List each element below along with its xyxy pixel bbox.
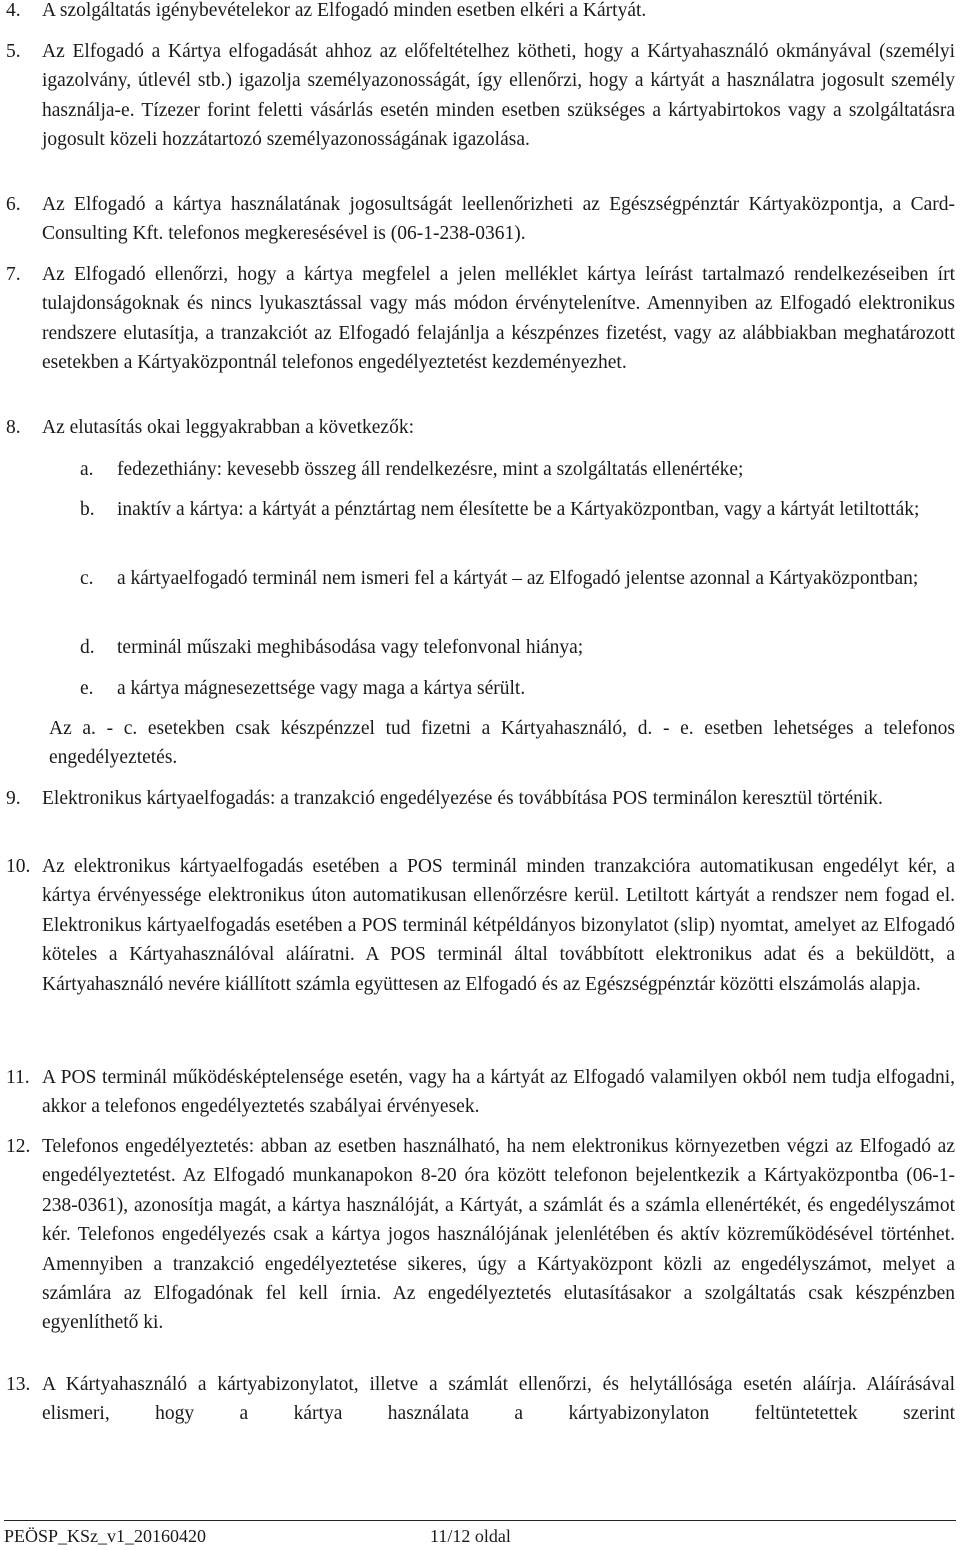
reason-item-d	[0, 633, 955, 662]
list-number: 5.	[6, 41, 21, 62]
list-number: 4.	[6, 0, 21, 21]
reason-text: inaktív a kártya: a kártyát a pénztártag nem élesítette be a Kártyaközpontban, vagy a kártyát letiltották;	[117, 499, 920, 520]
reason-item-c	[0, 564, 955, 593]
reason-letter: a.	[80, 459, 94, 480]
list-text: Elektronikus kártyaelfogadás: a tranzakció engedélyezése és továbbítása POS terminálon keresztül történik.	[42, 788, 883, 809]
list-item-9	[0, 784, 955, 813]
list-text: Az elektronikus kártyaelfogadás esetében a POS terminál minden tranzakcióra automatikusan engedélyt kér, a kártya érvényessége elektronikus úton automatikusan ellenőrzésre kerül. Letiltott kártyát a rendszer nem fogad el. Elektronikus kártyaelfogadás esetében a POS terminál kétpéldányos bizonylatot (slip) nyomtat, amelyet az Elfogadó köteles a Kártyahasználóval aláíratni. A POS terminál által továbbított elektronikus adat és a beküldött, a Kártyahasználó nevére kiállított számla együttesen az Elfogadó és az Egészségpénztár közötti elszámolás alapja.	[42, 856, 955, 995]
reason-text: terminál műszaki meghibásodása vagy telefonvonal hiánya;	[117, 637, 584, 658]
list-text: Az Elfogadó a Kártya elfogadását ahhoz az előfeltételhez kötheti, hogy a Kártyahasználó okmányával (személyi igazolvány, útlevél stb.) igazolja személyazonosságát, így ellenőrzi, hogy a kártyát a használatra jogosult személy használja-e. Tízezer forint feletti vásárlás esetén minden esetben szükséges a kártyabirtokos vagy a szolgáltatásra jogosult közeli hozzátartozó személyazonosságának igazolása.	[42, 41, 955, 151]
list-number: 9.	[6, 788, 21, 809]
list-number: 13.	[6, 1374, 31, 1395]
list-item-11	[0, 1063, 955, 1122]
list-item-8	[0, 413, 955, 442]
list-text: A Kártyahasználó a kártyabizonylatot, illetve a számlát ellenőrzi, és helytállósága esetén aláírja. Aláírásával elismeri, hogy a kártya használata a kártyabizonylaton feltüntetettek szerint	[42, 1374, 955, 1425]
list-text: Az Elfogadó ellenőrzi, hogy a kártya megfelel a jelen melléklet kártya leírást tartalmazó rendelkezéseiben írt tulajdonságoknak és nincs lyukasztással vagy más módon érvénytelenítve. Amennyiben az Elfogadó elektronikus rendszere elutasítja, a tranzakciót az Elfogadó felajánlja a készpénzes fizetést, vagy az alábbiakban meghatározott esetekben a Kártyaközpontnál telefonos engedélyeztetést kezdeményezhet.	[42, 264, 955, 374]
reason-letter: e.	[80, 678, 94, 699]
list-item-5	[0, 37, 955, 155]
reason-text: a kártya mágnesezettsége vagy maga a kártya sérült.	[117, 678, 526, 699]
list-number: 12.	[6, 1136, 31, 1157]
footer-page-number: 11/12 oldal	[430, 1526, 511, 1546]
footer-divider	[4, 1520, 956, 1521]
reason-item-b	[0, 495, 955, 524]
reason-text: a kártyaelfogadó terminál nem ismeri fel a kártyát – az Elfogadó jelentse azonnal a Kártyaközpontban;	[117, 568, 919, 589]
list-text: Az Elfogadó a kártya használatának jogosultságát leellenőrizheti az Egészségpénztár Kártyaközpontja, a Card-Consulting Kft. telefonos megkeresésével is (06-1-238-0361).	[42, 194, 955, 245]
list-text: Telefonos engedélyeztetés: abban az esetben használható, ha nem elektronikus környezetben végzi az Elfogadó az engedélyeztetést. Az Elfogadó munkanapokon 8-20 óra között telefonon bejelentkezik a Kártyaközpontba (06-1-238-0361), azonosítja magát, a kártya használóját, a Kártyát, a számlát és a számla ellenértékét, és engedélyszámot kér. Telefonos engedélyezés csak a kártya jogos használójának jelenlétében és aktív közreműködésével történhet. Amennyiben a tranzakció engedélyeztetése sikeres, úgy a Kártyaközpont közli az engedélyszámot, melyet a számlára az Elfogadónak fel kell írnia. Az engedélyeztetés elutasításakor a szolgáltatás csak készpénzben egyenlíthető ki.	[42, 1136, 955, 1334]
list-text: A POS terminál működésképtelensége esetén, vagy ha a kártyát az Elfogadó valamilyen okból nem tudja elfogadni, akkor a telefonos engedélyeztetés szabályai érvényesek.	[42, 1067, 955, 1118]
list-text: A szolgáltatás igénybevételekor az Elfogadó minden esetben elkéri a Kártyát.	[42, 0, 647, 21]
list-item-13	[0, 1370, 955, 1429]
reason-text: fedezethiány: kevesebb összeg áll rendelkezésre, mint a szolgáltatás ellenértéke;	[117, 459, 744, 480]
list-number: 8.	[6, 417, 21, 438]
list-text: Az elutasítás okai leggyakrabban a következők:	[42, 417, 414, 438]
reason-item-e	[0, 674, 955, 703]
list-number: 6.	[6, 194, 21, 215]
reason-letter: b.	[80, 499, 95, 520]
footer-document-id: PEÖSP_KSz_v1_20160420	[4, 1526, 207, 1546]
list-number: 7.	[6, 264, 21, 285]
reason-letter: d.	[80, 637, 95, 658]
list-item-10	[0, 852, 955, 999]
reason-letter: c.	[80, 568, 94, 589]
list-number: 10.	[6, 856, 31, 877]
reasons-note-text: Az a. - c. esetekben csak készpénzzel tud fizetni a Kártyahasználó, d. - e. esetben lehetséges a telefonos engedélyeztetés.	[49, 718, 955, 769]
reasons-note	[0, 714, 955, 773]
list-item-4	[0, 0, 955, 25]
list-item-7	[0, 260, 955, 378]
list-item-6	[0, 190, 955, 249]
list-number: 11.	[6, 1067, 30, 1088]
list-item-12	[0, 1132, 955, 1338]
reason-item-a	[0, 455, 955, 484]
